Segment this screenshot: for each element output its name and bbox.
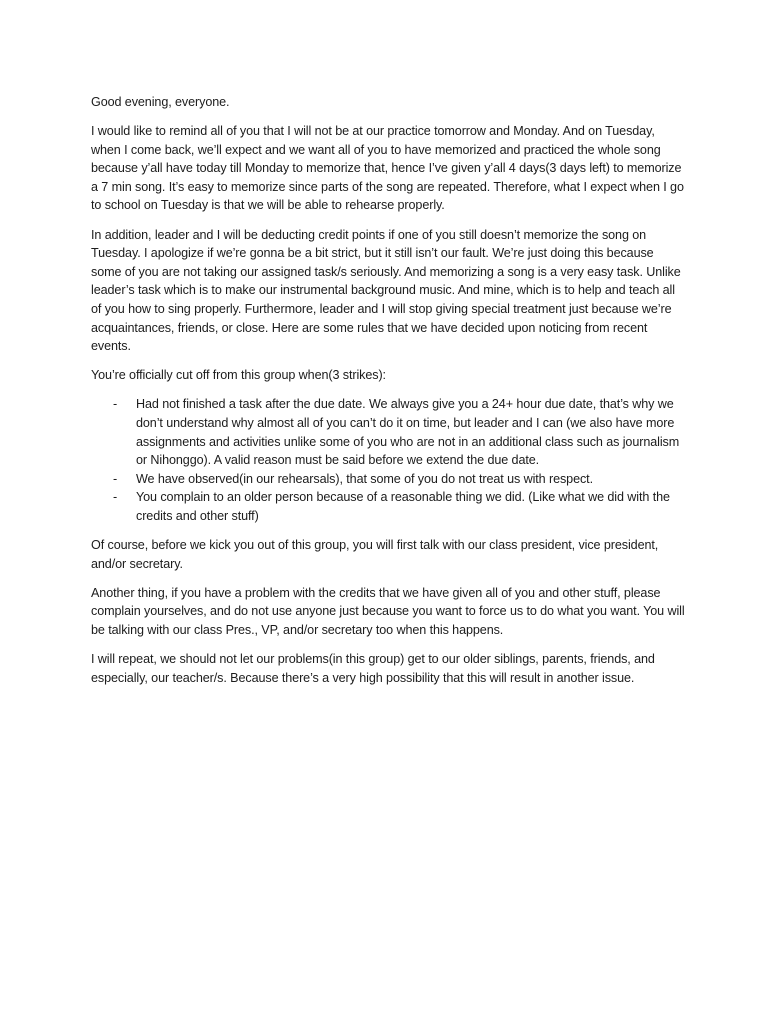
paragraph-closing: I will repeat, we should not let our problems(in this group) get to our older siblings, parents, friends, and especially, our teacher/s. Because there’s a very high possibility that this will result in another issue.: [91, 651, 655, 685]
document-body: [91, 93, 686, 698]
list-item-text: You complain to an older person because of a reasonable thing we did. (Like what we did with the credits and other stuff): [136, 490, 670, 523]
paragraph-cut-off-intro: You’re officially cut off from this group when(3 strikes):: [91, 368, 386, 383]
rules-list: [91, 395, 686, 525]
paragraph-complaints: Another thing, if you have a problem with the credits that we have given all of you and other stuff, please complain yourselves, and do not use anyone just because you want to force us to do what you want. You will be talking with our class Pres., VP, and/or secretary too when this happens.: [91, 585, 685, 637]
bullet-dash: -: [113, 471, 118, 486]
list-item-text: We have observed(in our rehearsals), that some of you do not treat us with respect.: [136, 471, 593, 486]
list-item-text: Had not finished a task after the due date. We always give you a 24+ hour due date, that’s why we don’t understand why almost all of you can’t do it on time, but leader and I can (we also have more assignments and activities unlike some of you who are not in an additional class such as journalism or Nihonggo). A valid reason must be said before we extend the due date.: [136, 397, 680, 468]
bullet-dash: -: [113, 397, 118, 412]
list-item: [91, 395, 686, 469]
bullet-dash: -: [113, 490, 118, 505]
greeting: Good evening, everyone.: [91, 95, 230, 109]
list-item: [91, 470, 686, 489]
paragraph-credit-points: In addition, leader and I will be deducting credit points if one of you still doesn’t memorize the song on Tuesday. I apologize if we’re gonna be a bit strict, but it still isn’t our fault. We’re just doing this because some of you are not taking our assigned task/s seriously. And memorizing a song is a very easy task. Unlike leader’s task which is to make our instrumental background music. And mine, which is to help and teach all of you how to sing properly. Furthermore, leader and I will stop giving special treatment just because we’re acquaintances, friends, or close. Here are some rules that we have decided upon noticing from recent events.: [91, 227, 681, 354]
paragraph-reminder: I would like to remind all of you that I will not be at our practice tomorrow and Monday. And on Tuesday, when I come back, we’ll expect and we want all of you to have memorized and practiced the whole song because y’all have today till Monday to memorize that, hence I’ve given y’all 4 days(3 days left) to memorize a 7 min song. It’s easy to memorize since parts of the song are repeated. Therefore, what I expect when I go to school on Tuesday is that we will be able to rehearse properly.: [91, 124, 684, 213]
list-item: [91, 488, 686, 525]
paragraph-class-officers: Of course, before we kick you out of this group, you will first talk with our class president, vice president, and/or secretary.: [91, 537, 659, 571]
